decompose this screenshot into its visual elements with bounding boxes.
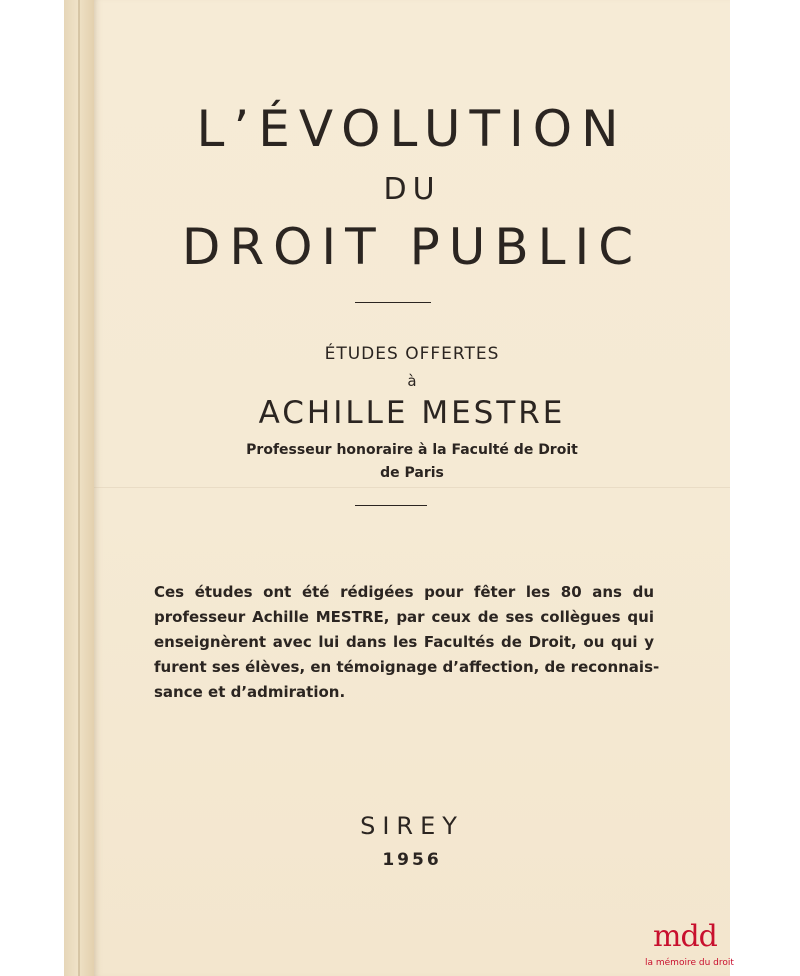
- dedication-line: professeur Achille MESTRE, par ceux de ses collègues qui: [154, 608, 654, 626]
- affiliation-line-2: de Paris: [380, 465, 444, 481]
- mdd-logo: [645, 920, 735, 970]
- honoree-name: ACHILLE MESTRE: [258, 395, 566, 431]
- spine-fold: [78, 0, 80, 976]
- dedication-line: sance et d’admiration.: [154, 683, 346, 701]
- affiliation-line-1: Professeur honoraire à la Faculté de Droit: [246, 442, 578, 458]
- divider-rule: [355, 505, 427, 506]
- title-page: [94, 0, 730, 976]
- mdd-logo-tagline: la mémoire du droit: [645, 958, 734, 968]
- publisher-name: SIREY: [360, 812, 464, 840]
- subtitle-line-2: à: [407, 372, 417, 390]
- publication-year: 1956: [382, 850, 442, 870]
- title-line-2: DU: [383, 172, 441, 207]
- dedication-line: Ces études ont été rédigées pour fêter les 80 ans du: [154, 583, 654, 601]
- title-line-1: L’ÉVOLUTION: [196, 100, 628, 158]
- divider-rule: [355, 302, 431, 303]
- dedication-line: enseignèrent avec lui dans les Facultés de Droit, ou qui y: [154, 633, 654, 651]
- dedication-paragraph: [154, 580, 660, 705]
- subtitle-line-1: ÉTUDES OFFERTES: [324, 344, 500, 364]
- title-line-3: DROIT PUBLIC: [181, 218, 643, 276]
- mdd-logo-mark: mdd: [653, 919, 717, 954]
- paper-fold: [94, 487, 730, 488]
- dedication-line: furent ses élèves, en témoignage d’affection, de reconnais-: [154, 658, 660, 676]
